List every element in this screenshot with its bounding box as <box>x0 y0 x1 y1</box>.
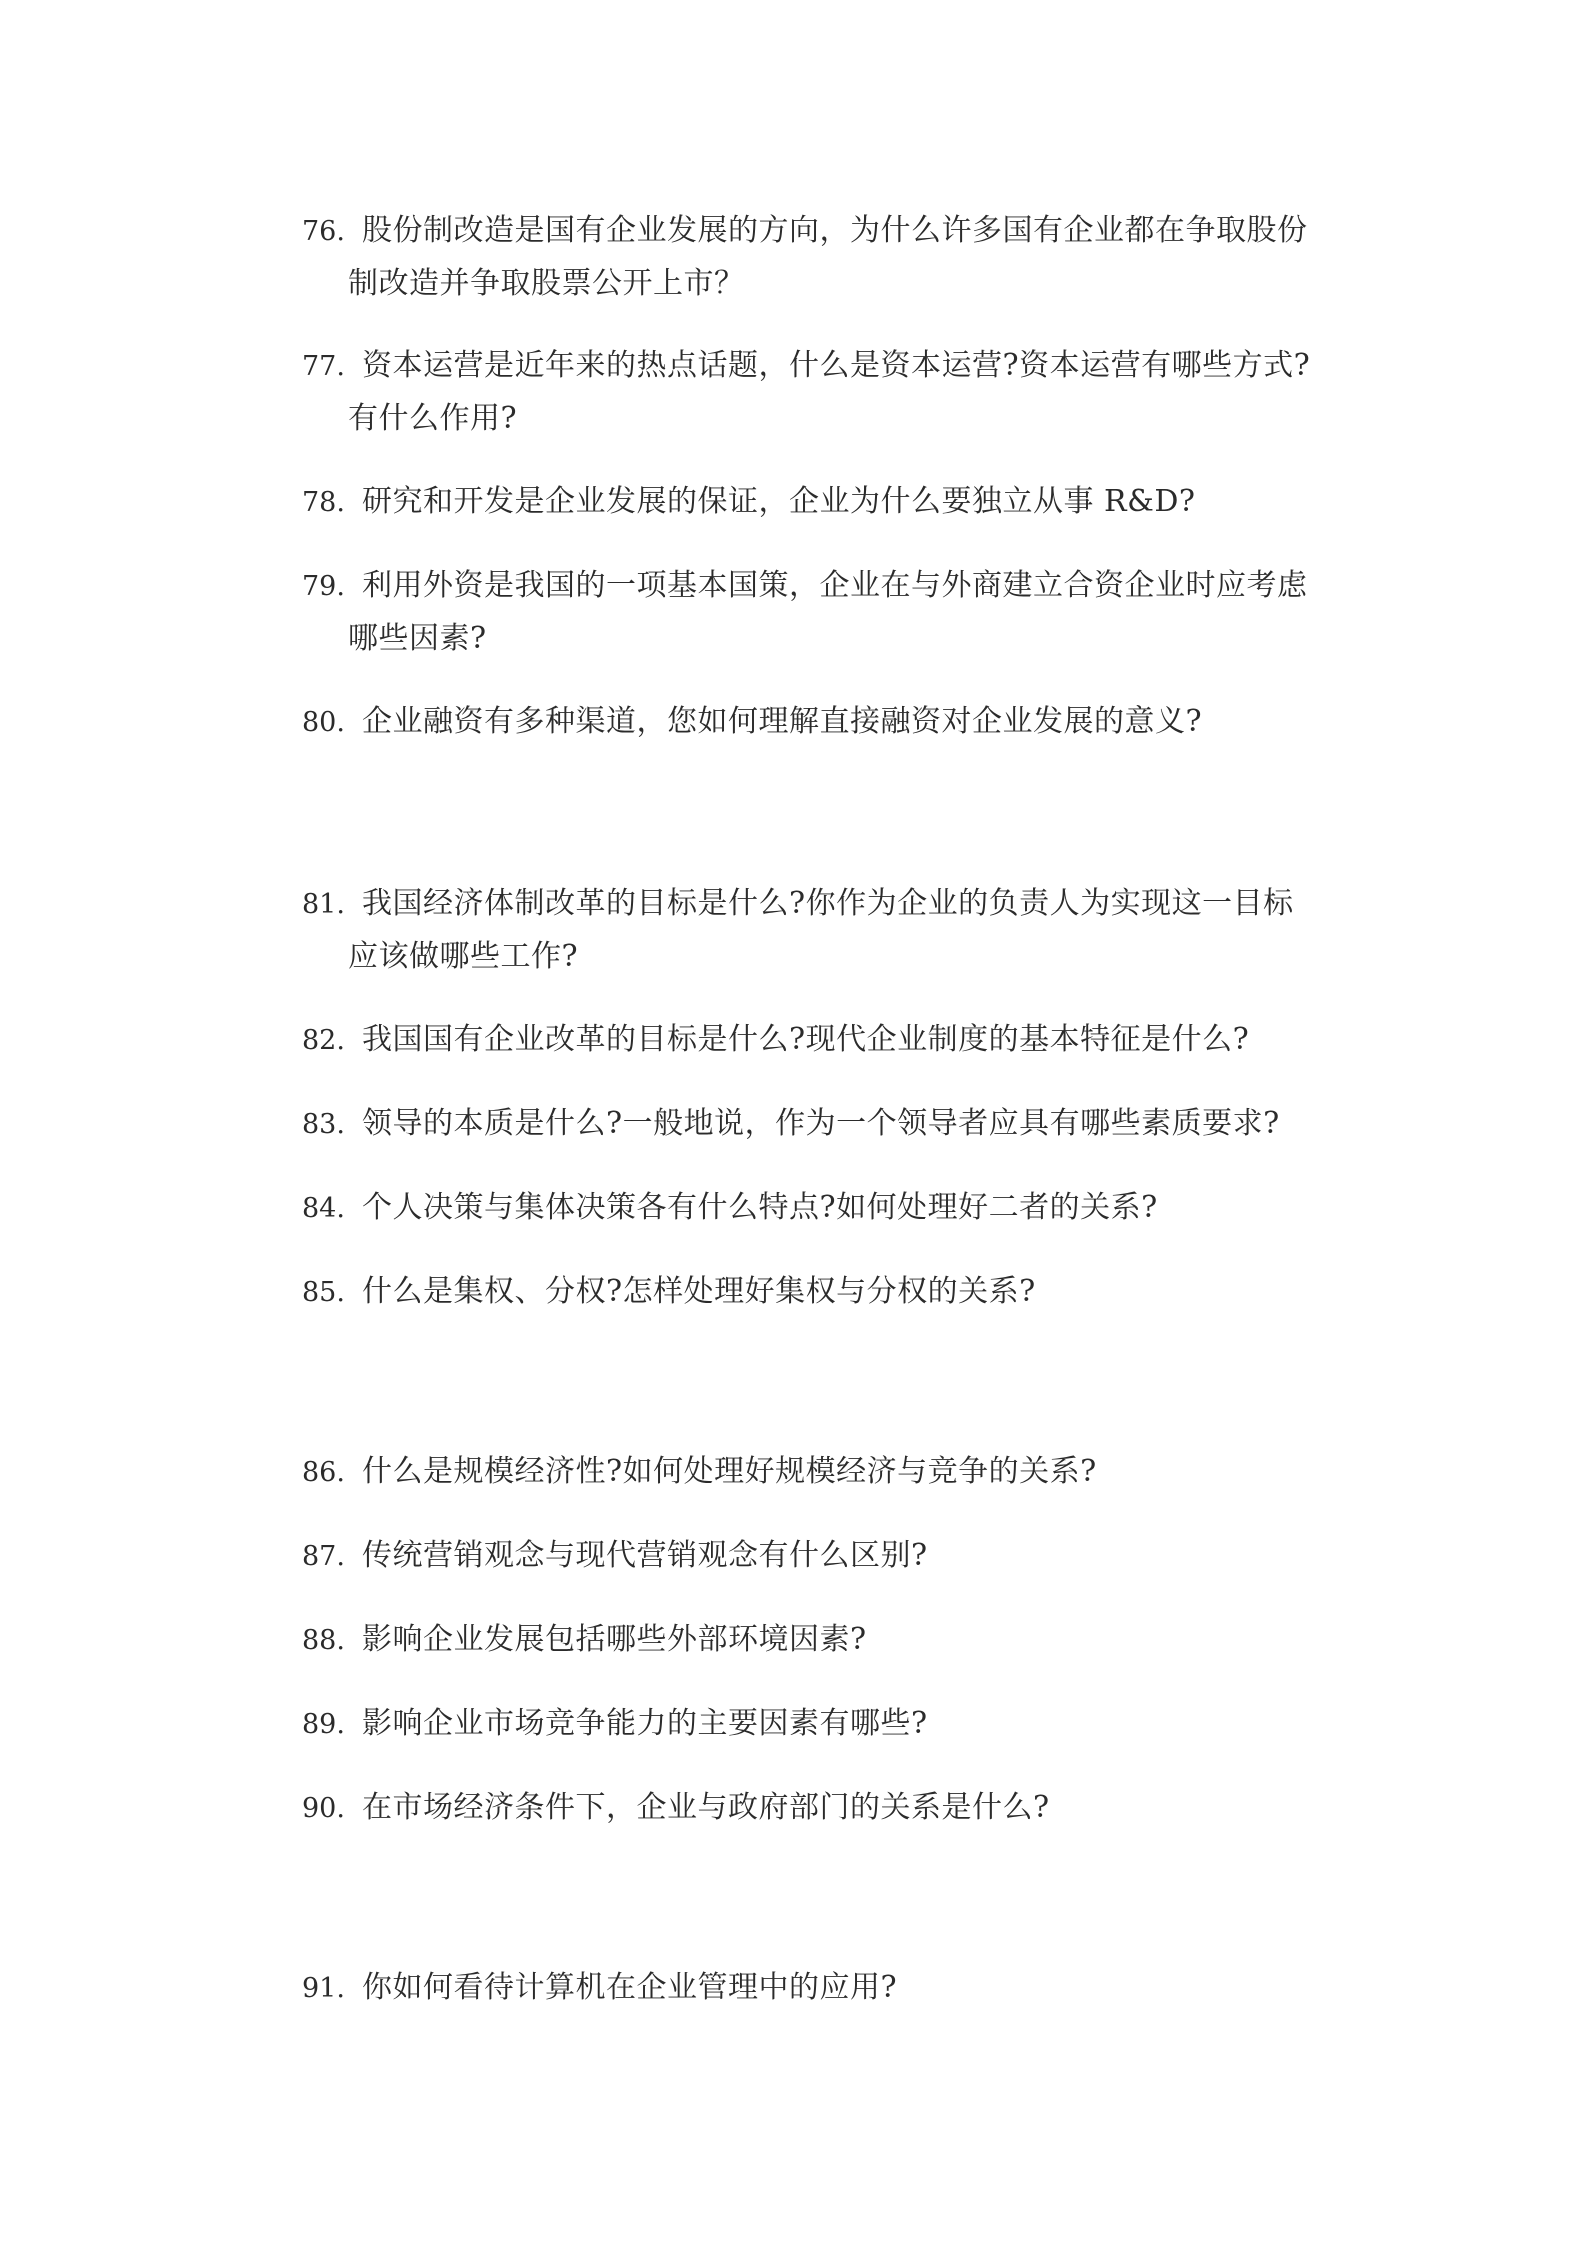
question-item <box>302 1698 1362 1751</box>
question-item <box>302 1014 1362 1067</box>
question-number: 90. <box>302 1793 345 1824</box>
question-item <box>302 1266 1362 1319</box>
question-number: 91. <box>302 1973 345 2004</box>
question-text: 什么是集权、分权?怎样处理好集权与分权的关系? <box>362 1274 1036 1309</box>
question-item <box>302 1098 1362 1151</box>
question-item <box>302 1182 1362 1235</box>
question-text: 利用外资是我国的一项基本国策，企业在与外商建立合资企业时应考虑 <box>362 568 1308 603</box>
question-number: 86. <box>302 1457 345 1488</box>
question-text: 什么是规模经济性?如何处理好规模经济与竞争的关系? <box>362 1454 1097 1489</box>
question-text: 资本运营是近年来的热点话题，什么是资本运营?资本运营有哪些方式? <box>362 348 1311 383</box>
question-item <box>302 1782 1362 1835</box>
question-text: 影响企业发展包括哪些外部环境因素? <box>362 1622 867 1657</box>
question-text-continued: 有什么作用? <box>348 401 518 436</box>
question-text: 传统营销观念与现代营销观念有什么区别? <box>362 1538 928 1573</box>
question-text: 企业融资有多种渠道，您如何理解直接融资对企业发展的意义? <box>362 704 1203 739</box>
question-item <box>302 560 1362 665</box>
question-text: 我国国有企业改革的目标是什么?现代企业制度的基本特征是什么? <box>362 1022 1250 1057</box>
question-item <box>302 1614 1362 1667</box>
question-item <box>302 1530 1362 1583</box>
question-text: 你如何看待计算机在企业管理中的应用? <box>362 1970 898 2005</box>
question-text: 个人决策与集体决策各有什么特点?如何处理好二者的关系? <box>362 1190 1158 1225</box>
question-number: 78. <box>302 487 345 518</box>
question-number: 89. <box>302 1709 345 1740</box>
question-item <box>302 1962 1362 2015</box>
question-item <box>302 476 1362 529</box>
question-item <box>302 1446 1362 1499</box>
question-number: 87. <box>302 1541 345 1572</box>
question-text: 我国经济体制改革的目标是什么?你作为企业的负责人为实现这一目标 <box>362 886 1294 921</box>
question-text-continued: 哪些因素? <box>348 621 487 656</box>
question-text: 在市场经济条件下，企业与政府部门的关系是什么? <box>362 1790 1050 1825</box>
question-text-continued: 制改造并争取股票公开上市？ <box>348 266 745 301</box>
question-item <box>302 696 1362 749</box>
question-text: 研究和开发是企业发展的保证，企业为什么要独立从事 R&D? <box>362 484 1196 519</box>
question-number: 83. <box>302 1109 345 1140</box>
question-number: 81. <box>302 889 345 920</box>
question-number: 76. <box>302 216 345 247</box>
question-text: 领导的本质是什么?一般地说，作为一个领导者应具有哪些素质要求? <box>362 1106 1280 1141</box>
question-number: 88. <box>302 1625 345 1656</box>
question-number: 79. <box>302 571 345 602</box>
question-number: 85. <box>302 1277 345 1308</box>
question-number: 82. <box>302 1025 345 1056</box>
question-text: 股份制改造是国有企业发展的方向，为什么许多国有企业都在争取股份 <box>362 213 1308 248</box>
question-number: 77. <box>302 351 345 382</box>
question-text-continued: 应该做哪些工作? <box>348 939 579 974</box>
question-text: 影响企业市场竞争能力的主要因素有哪些? <box>362 1706 928 1741</box>
question-item <box>302 205 1362 310</box>
question-item <box>302 878 1362 983</box>
question-number: 84. <box>302 1193 345 1224</box>
question-number: 80. <box>302 707 345 738</box>
question-item <box>302 340 1362 445</box>
